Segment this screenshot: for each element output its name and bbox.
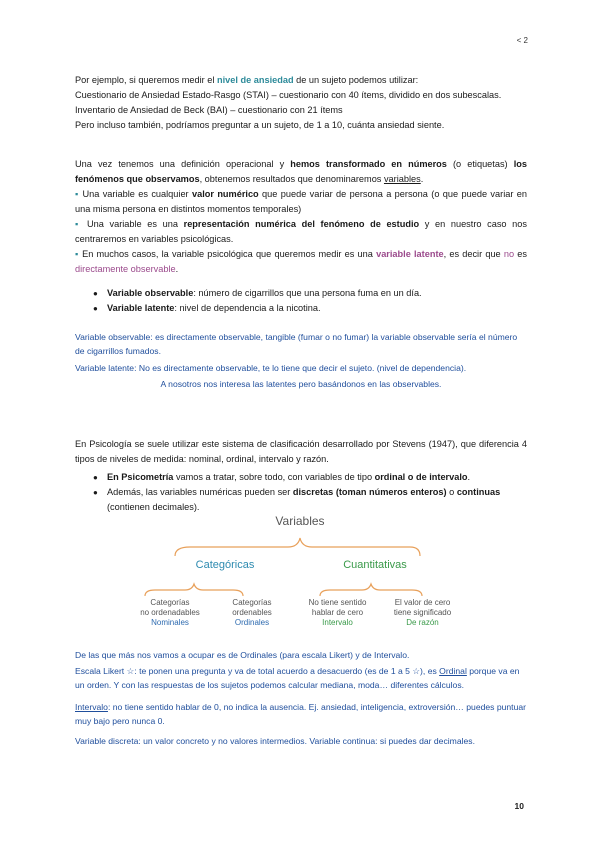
list-item: ● Además, las variables numéricas pueden ser discretas (toman números enteros) o continuas (contienen decimales). <box>93 485 527 515</box>
variable-examples-list <box>75 286 527 316</box>
list-item: ● En Psicometría vamos a tratar, sobre todo, con variables de tipo ordinal o de intervalo. <box>93 470 527 485</box>
intro-line-1: Por ejemplo, si queremos medir el nivel de ansiedad de un sujeto podemos utilizar: <box>75 75 419 85</box>
variables-diagram <box>130 510 470 635</box>
intro-section <box>75 73 527 133</box>
node-intervalo: No tiene sentido hablar de cero Intervalo <box>308 598 367 627</box>
intro-line-2: Cuestionario de Ansiedad Estado-Rasgo (STAI) – cuestionario con 40 ítems, dividido en dos subescalas. <box>75 90 502 100</box>
page-marker: < 2 <box>516 36 528 45</box>
node-razon: El valor de cero tiene significado De razón <box>393 598 452 627</box>
note1-line-1: Variable observable: es directamente observable, tangible (fumar o no fumar) la variable observable sería el número de cigarrillos fumados. <box>75 332 518 356</box>
stevens-paragraph: En Psicología se suele utilizar este sistema de clasificación desarrollado por Stevens (1947), que diferencia 4 tipos de niveles de medida: nominal, ordinal, intervalo y razón. <box>75 439 527 464</box>
intro-line-4: Pero incluso también, podríamos preguntar a un sujeto, de 1 a 10, cuánta ansiedad siente. <box>75 120 445 130</box>
def-bullet-2: ▪ Una variable es una representación numérica del fenómeno de estudio y en nuestro caso nos centraremos en variables psicológicas. <box>75 219 527 244</box>
diagram-categoricas: Categóricas <box>195 559 255 571</box>
page-number: 10 <box>514 801 524 811</box>
def-bullet-1: ▪ Una variable es cualquier valor numérico que puede variar de persona a persona (o que puede variar en una misma persona en distintos momentos temporales) <box>75 189 527 214</box>
diagram-title: Variables <box>275 514 325 528</box>
note1-line-2: Variable latente: No es directamente observable, te lo tiene que decir el sujeto. (nivel de dependencia). <box>75 363 467 373</box>
node-ordinales: Categorías ordenables Ordinales <box>232 598 272 627</box>
bracket-right <box>320 584 422 596</box>
note-observable-latent <box>75 330 527 391</box>
list-item: ● Variable latente: nivel de dependencia a la nicotina. <box>93 301 527 316</box>
note2-line-4: Variable discreta: un valor concreto y no valores intermedios. Variable continua: si puedes dar decimales. <box>75 736 475 746</box>
note2-line-1: De las que más nos vamos a ocupar es de Ordinales (para escala Likert) y de Intervalo. <box>75 650 410 660</box>
stevens-section <box>75 437 527 515</box>
def-bullet-3: ▪ En muchos casos, la variable psicológica que queremos medir es una variable latente, es decir que no es directamente observable. <box>75 249 527 274</box>
bracket-left <box>145 584 243 596</box>
def-paragraph: Una vez tenemos una definición operacional y hemos transformado en números (o etiquetas) los fenómenos que observamos, obtenemos resultados que denominaremos variables. <box>75 159 527 184</box>
note1-line-3: A nosotros nos interesa las latentes pero basándonos en las observables. <box>160 379 442 389</box>
intro-line-3: Inventario de Ansiedad de Beck (BAI) – cuestionario con 21 ítems <box>75 105 343 115</box>
note2-line-2: Escala Likert ☆: te ponen una pregunta y va de total acuerdo a desacuerdo (es de 1 a 5 ☆), es Ordinal porque va en un orden. Y con las respuestas de los sujetos podemos calcular mediana, moda… diferentes cálculos. <box>75 666 520 690</box>
definition-section <box>75 157 527 316</box>
list-item: ● Variable observable: número de cigarrillos que una persona fuma en un día. <box>93 286 527 301</box>
node-nominales: Categorías no ordenadables Nominales <box>140 598 200 627</box>
diagram-cuantitativas: Cuantitativas <box>343 559 407 571</box>
stevens-list <box>75 470 527 515</box>
note2-line-3: Intervalo: no tiene sentido hablar de 0, no indica la ausencia. Ej. ansiedad, inteligencia, extroversión… puedes puntuar muy bajo pero nunca 0. <box>75 702 526 726</box>
note-levels <box>75 648 527 748</box>
bracket-top <box>175 538 420 556</box>
